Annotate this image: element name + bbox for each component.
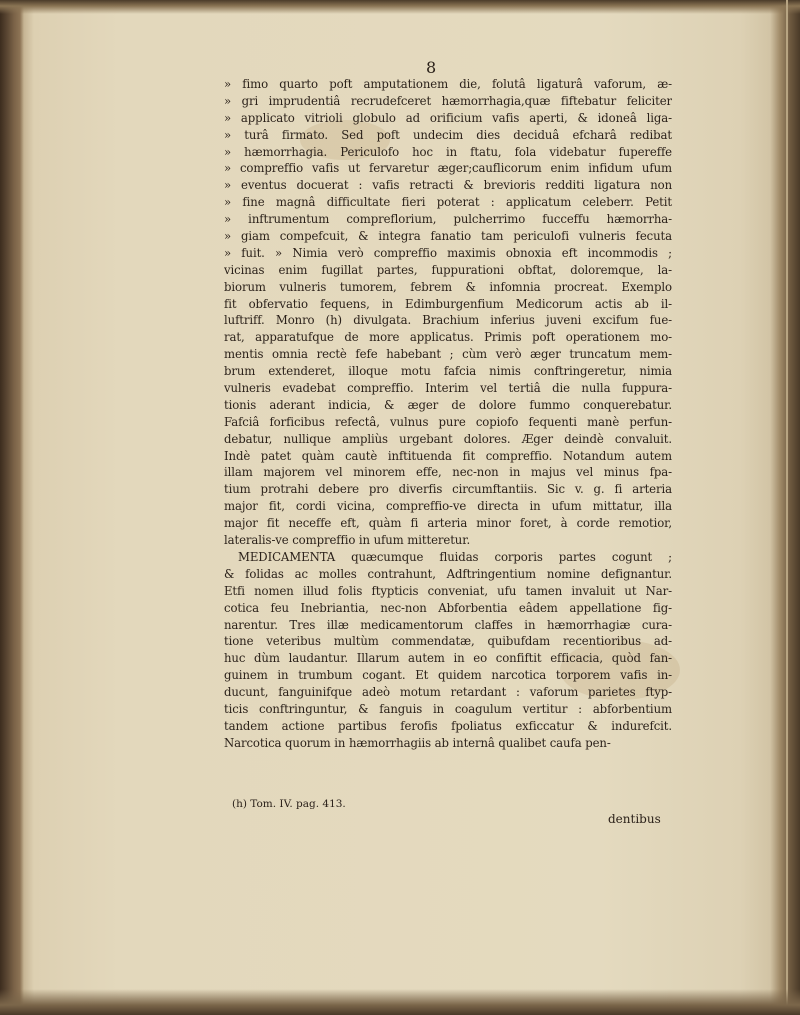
page-edge-line [786, 0, 788, 1015]
text-line: Indè patet quàm cautè inftituenda fit compreffio. Notandum autem [224, 448, 672, 463]
text-line: ticis conftringuntur, & fanguis in coagulum vertitur : abforbentium [224, 701, 672, 716]
bottom-edge-shadow [0, 989, 800, 1015]
body-text [224, 76, 672, 752]
text-line: fit obfervatio fequens, in Edimburgenfium Medicorum actis ab il- [224, 296, 672, 311]
text-line: luftriff. Monro (h) divulgata. Brachium inferius juveni excifum fue- [224, 313, 672, 328]
text-line: brum extenderet, illoque motu fafcia nimis conftringeretur, nimia [224, 364, 672, 379]
text-line: cotica feu Inebriantia, nec-non Abforbentia eâdem appellatione fig- [224, 600, 672, 615]
text-line: » eventus docuerat : vafis retracti & brevioris redditi ligatura non [224, 178, 672, 193]
text-line: » fine magnâ difficultate fieri poterat : applicatum celeberr. Petit [224, 195, 672, 210]
text-line: mentis omnia rectè fefe habebant ; cùm verò æger truncatum mem- [224, 347, 672, 362]
text-line: lateralis-ve compreffio in ufum mitteretur. [224, 533, 471, 548]
text-line: major fit neceffe eft, quàm fi arteria minor foret, à corde remotior, [224, 516, 672, 531]
text-line: vicinas enim fugillat partes, fuppurationi obftat, doloremque, la- [224, 262, 672, 277]
text-line: vulneris evadebat compreffio. Interim vel tertiâ die nulla fuppura- [224, 381, 672, 396]
text-line: » fuit. » Nimia verò compreffio maximis obnoxia eft incommodis ; [224, 245, 672, 260]
text-line: tionis aderant indicia, & æger de dolore fummo conquerebatur. [224, 397, 672, 412]
text-line: tium protrahi debere pro diverfis circumftantiis. Sic v. g. fi arteria [224, 482, 672, 497]
text-line: » giam compefcuit, & integra fanatio tam periculofi vulneris fecuta [224, 229, 672, 244]
text-line: biorum vulneris tumorem, febrem & infomnia procreat. Exemplo [224, 279, 672, 294]
text-line: major fit, cordi vicina, compreffio-ve directa in ufum mittatur, illa [224, 499, 672, 514]
text-line: tione veteribus multùm commendatæ, quibufdam recentioribus ad- [224, 634, 672, 649]
text-line: guinem in trumbum cogant. Et quidem narcotica torporem vafis in- [224, 668, 672, 683]
text-line: MEDICAMENTA quæcumque fluidas corporis partes cogunt ; [238, 549, 672, 564]
text-line: Fafciâ forficibus refectâ, vulnus pure copiofo fequenti manè perfun- [224, 414, 672, 429]
text-line: » fimo quarto poft amputationem die, folutâ ligaturâ vaforum, æ- [224, 77, 672, 91]
page-number: 8 [426, 58, 437, 77]
text-line: narentur. Tres illæ medicamentorum claffes in hæmorrhagiæ cura- [224, 617, 672, 632]
text-line: » applicato vitrioli globulo ad orificium vafis aperti, & idoneâ liga- [224, 110, 672, 125]
text-line: ducunt, fanguinifque adeò motum retardant : vaforum parietes ftyp- [224, 685, 672, 700]
text-line: » inftrumentum compreflorium, pulcherrimo fucceffu hæmorrha- [224, 212, 672, 227]
text-line: debatur, nullique ampliùs urgebant dolores. Æger deindè convaluit. [224, 431, 672, 446]
text-line: huc dùm laudantur. Illarum autem in eo confiftit efficacia, quòd fan- [224, 651, 672, 666]
text-line: illam majorem vel minorem effe, nec-non in majus vel minus fpa- [224, 465, 672, 480]
text-line: Etfi nomen illud folis ftypticis conveniat, ufu tamen invaluit ut Nar- [224, 583, 672, 598]
text-line: rat, apparatufque de more applicatus. Primis poft operationem mo- [224, 330, 672, 345]
text-line: » hæmorrhagia. Periculofo hoc in ftatu, fola videbatur fupereffe [224, 144, 672, 159]
text-line: & folidas ac molles contrahunt, Adftringentium nomine defignantur. [224, 566, 672, 581]
footnote: (h) Tom. IV. pag. 413. [232, 798, 346, 810]
text-line: » compreffio vafis ut fervaretur æger;cauflicorum enim infidum ufum [224, 161, 672, 176]
text-line: » turâ firmato. Sed poft undecim dies deciduâ efcharâ redibat [224, 127, 672, 142]
text-line: Narcotica quorum in hæmorrhagiis ab internâ qualibet caufa pen- [224, 735, 611, 750]
text-line: » gri imprudentiâ recrudefceret hæmorrhagia,quæ fiftebatur feliciter [224, 93, 672, 108]
catchword: dentibus [608, 812, 661, 826]
text-line: tandem actione partibus ferofis fpoliatus exficcatur & indurefcit. [224, 718, 672, 733]
top-edge-shadow [0, 0, 800, 14]
